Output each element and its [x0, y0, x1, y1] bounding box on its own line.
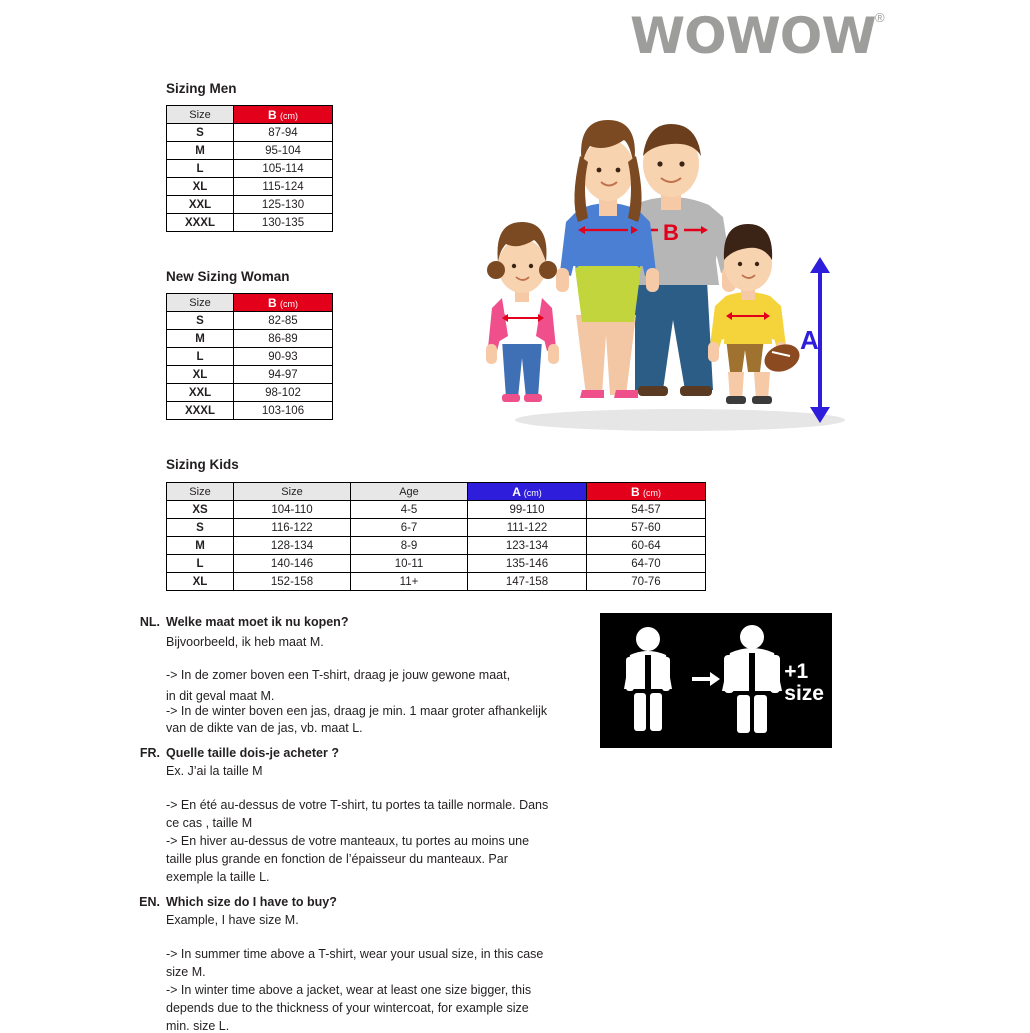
cell-size: L	[167, 160, 234, 178]
faq-nl-line-2: -> In de zomer boven een T-shirt, draag je jouw gewone maat,	[166, 668, 511, 682]
header-b-letter: B	[267, 107, 277, 122]
registered-trademark-icon: ®	[875, 10, 885, 25]
cell-size: M	[167, 142, 234, 160]
cell-a: 123-134	[468, 537, 587, 555]
faq-en-line-6: min. size L.	[166, 1019, 230, 1033]
header-b	[587, 483, 706, 501]
cell-size: XXL	[167, 384, 234, 402]
table-row	[167, 214, 333, 232]
faq-fr-line-2: -> En été au-dessus de votre T-shirt, tu portes ta taille normale. Dans	[166, 798, 549, 812]
brand-logo	[630, 8, 900, 68]
table-row	[167, 555, 706, 573]
cell-size: S	[167, 519, 234, 537]
faq-nl-line-3: in dit geval maat M.	[166, 689, 275, 703]
header-a-unit: (cm)	[523, 487, 542, 498]
cell-age: 8-9	[351, 537, 468, 555]
cell-size-cm: 116-122	[234, 519, 351, 537]
cell-b: 115-124	[234, 178, 333, 196]
cell-size: M	[167, 330, 234, 348]
section-title-kids: Sizing Kids	[166, 457, 239, 472]
cell-size-cm: 104-110	[234, 501, 351, 519]
cell-b: 105-114	[234, 160, 333, 178]
table-row	[167, 384, 333, 402]
cell-size: L	[167, 555, 234, 573]
faq-en-line-5: depends due to the thickness of your wintercoat, for example size	[166, 1001, 529, 1015]
cell-size: S	[167, 124, 234, 142]
section-title-men: Sizing Men	[166, 81, 237, 96]
faq-title-en: Which size do I have to buy?	[166, 895, 337, 909]
cell-age: 4-5	[351, 501, 468, 519]
cell-size: XS	[167, 501, 234, 519]
faq-fr-line-6: exemple la taille L.	[166, 870, 270, 884]
cell-size: M	[167, 537, 234, 555]
cell-size: XL	[167, 366, 234, 384]
cell-size-cm: 140-146	[234, 555, 351, 573]
cell-age: 10-11	[351, 555, 468, 573]
cell-size: XL	[167, 573, 234, 591]
table-row	[167, 330, 333, 348]
header-b-letter: B	[267, 295, 277, 310]
cell-b: 57-60	[587, 519, 706, 537]
header-b-letter: B	[630, 484, 640, 499]
faq-en-line-3: size M.	[166, 965, 206, 979]
faq-nl-line-5: van de dikte van de jas, vb. maat L.	[166, 721, 363, 735]
faq-fr-line-0: Ex. J’ai la taille M	[166, 764, 263, 778]
svg-text:B: B	[663, 220, 679, 245]
header-a	[468, 483, 587, 501]
faq-fr-line-4: -> En hiver au-dessus de votre manteaux, tu portes au moins une	[166, 834, 530, 848]
cell-a: 147-158	[468, 573, 587, 591]
table-row	[167, 312, 333, 330]
cell-b: 60-64	[587, 537, 706, 555]
measure-label-a: A	[800, 325, 819, 355]
section-title-woman: New Sizing Woman	[166, 269, 290, 284]
cell-size: S	[167, 312, 234, 330]
table-row	[167, 402, 333, 420]
table-row	[167, 573, 706, 591]
cell-size: XL	[167, 178, 234, 196]
lang-tag-nl: NL.	[139, 615, 160, 629]
faq-nl-line-0: Bijvoorbeeld, ik heb maat M.	[166, 635, 324, 649]
plus-one-line2: size	[784, 682, 824, 705]
faq-title-fr: Quelle taille dois-je acheter ?	[166, 746, 339, 760]
header-size: Size	[167, 483, 234, 501]
header-size: Size	[167, 106, 234, 124]
header-size-cm: Size	[234, 483, 351, 501]
jacket-size-illustration	[600, 613, 832, 748]
table-row	[167, 160, 333, 178]
cell-size: XXXL	[167, 214, 234, 232]
faq-fr-line-5: taille plus grande en fonction de l’épaisseur du manteaux. Par	[166, 852, 508, 866]
kids-size-table	[166, 482, 706, 591]
cell-b: 54-57	[587, 501, 706, 519]
plus-one-size-label	[784, 661, 824, 705]
faq-title-nl: Welke maat moet ik nu kopen?	[166, 615, 349, 629]
cell-size-cm: 128-134	[234, 537, 351, 555]
faq-en-line-4: -> In winter time above a jacket, wear at least one size bigger, this	[166, 983, 532, 997]
cell-size: L	[167, 348, 234, 366]
logo-text: WOWOW	[630, 7, 876, 65]
men-size-table	[166, 105, 333, 232]
header-age: Age	[351, 483, 468, 501]
girl-figure	[486, 222, 559, 402]
cell-b: 94-97	[234, 366, 333, 384]
header-b-unit: (cm)	[280, 110, 298, 121]
header-b	[234, 294, 333, 312]
faq-en-line-2: -> In summer time above a T-shirt, wear your usual size, in this case	[166, 947, 544, 961]
header-b-unit: (cm)	[280, 298, 298, 309]
cell-size: XXXL	[167, 402, 234, 420]
cell-b: 64-70	[587, 555, 706, 573]
header-b-unit: (cm)	[643, 487, 661, 498]
cell-b: 95-104	[234, 142, 333, 160]
header-b	[234, 106, 333, 124]
height-arrow-a	[790, 255, 850, 425]
table-header-row	[167, 294, 333, 312]
cell-b: 86-89	[234, 330, 333, 348]
woman-size-table	[166, 293, 333, 420]
table-row	[167, 142, 333, 160]
table-header-row	[167, 483, 706, 501]
faq-en-line-0: Example, I have size M.	[166, 913, 299, 927]
faq-nl-line-4: -> In de winter boven een jas, draag je min. 1 maar groter afhankelijk	[166, 704, 548, 718]
cell-b: 98-102	[234, 384, 333, 402]
faq-fr-line-3: ce cas , taille M	[166, 816, 253, 830]
cell-a: 99-110	[468, 501, 587, 519]
cell-size-cm: 152-158	[234, 573, 351, 591]
cell-b: 103-106	[234, 402, 333, 420]
cell-a: 135-146	[468, 555, 587, 573]
cell-b: 70-76	[587, 573, 706, 591]
cell-b: 82-85	[234, 312, 333, 330]
cell-size: XXL	[167, 196, 234, 214]
header-a-letter: A	[512, 484, 521, 499]
cell-b: 130-135	[234, 214, 333, 232]
table-row	[167, 537, 706, 555]
cell-b: 90-93	[234, 348, 333, 366]
table-row	[167, 178, 333, 196]
table-row	[167, 348, 333, 366]
cell-age: 6-7	[351, 519, 468, 537]
table-row	[167, 519, 706, 537]
table-header-row	[167, 106, 333, 124]
table-row	[167, 501, 706, 519]
lang-tag-fr: FR.	[139, 746, 160, 760]
lang-tag-en: EN.	[139, 895, 160, 909]
table-row	[167, 124, 333, 142]
header-size: Size	[167, 294, 234, 312]
cell-a: 111-122	[468, 519, 587, 537]
table-row	[167, 196, 333, 214]
cell-b: 125-130	[234, 196, 333, 214]
plus-one-line1: +1	[784, 660, 809, 683]
cell-age: 11+	[351, 573, 468, 591]
table-row	[167, 366, 333, 384]
cell-b: 87-94	[234, 124, 333, 142]
